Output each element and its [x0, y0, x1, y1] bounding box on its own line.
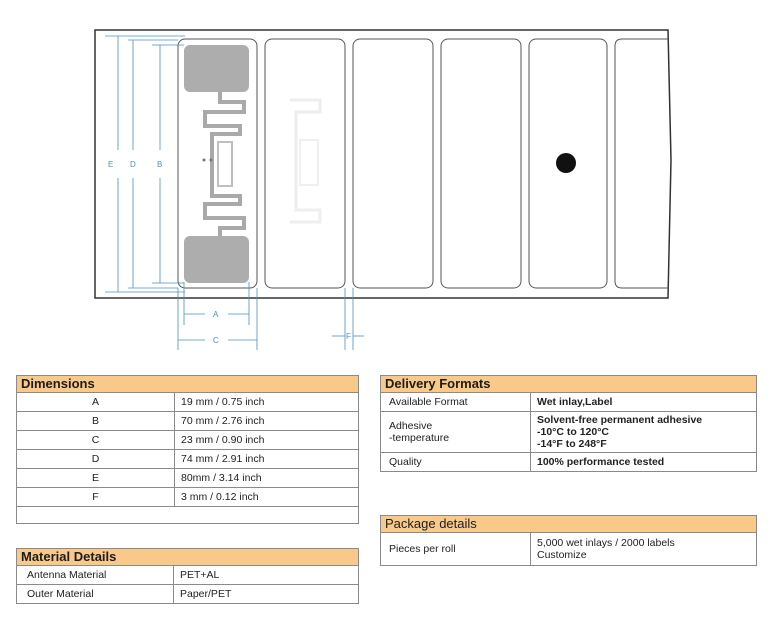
dimensions-title: Dimensions	[17, 376, 359, 393]
dim-row-label: E	[17, 469, 175, 488]
material-title: Material Details	[17, 549, 359, 566]
table-row	[17, 393, 359, 412]
dim-label-b: B	[157, 160, 163, 169]
vertical-dimension-lines	[105, 36, 185, 292]
table-row	[381, 393, 757, 412]
label-shape-4	[441, 39, 521, 288]
table-row	[17, 431, 359, 450]
table-row	[17, 566, 359, 585]
dim-row-value: 3 mm / 0.12 inch	[175, 488, 359, 507]
delivery-title: Delivery Formats	[381, 376, 757, 393]
adhesive-value-line-3: -14°F to 248°F	[537, 438, 607, 450]
black-mark-dot	[556, 153, 576, 173]
label-shape-6	[615, 39, 668, 288]
dim-row-value: 70 mm / 2.76 inch	[175, 412, 359, 431]
label-shape-3	[353, 39, 433, 288]
dim-row-label: D	[17, 450, 175, 469]
material-row-value: PET+AL	[174, 566, 359, 585]
table-row	[381, 533, 757, 566]
package-title: Package details	[381, 516, 757, 533]
dim-row-value: 23 mm / 0.90 inch	[175, 431, 359, 450]
material-details-table	[16, 548, 359, 604]
adhesive-label-line-2: -temperature	[389, 432, 450, 444]
delivery-available-value: Wet inlay,Label	[531, 393, 757, 412]
dim-label-a: A	[213, 310, 219, 319]
pieces-value-line-2: Customize	[537, 549, 587, 561]
dim-label-f: F	[346, 332, 351, 341]
dim-label-c: C	[213, 336, 219, 345]
pieces-label: Pieces per roll	[381, 533, 531, 566]
dim-label-d: D	[130, 160, 136, 169]
dim-row-value: 80mm / 3.14 inch	[175, 469, 359, 488]
material-row-label: Antenna Material	[17, 566, 174, 585]
horizontal-dimension-lines	[178, 282, 364, 350]
table-row	[17, 488, 359, 507]
table-row	[17, 585, 359, 604]
delivery-available-label: Available Format	[381, 393, 531, 412]
quality-label: Quality	[381, 453, 531, 472]
table-row	[17, 450, 359, 469]
quality-value: 100% performance tested	[531, 453, 757, 472]
table-row	[381, 453, 757, 472]
antenna-graphic	[184, 45, 249, 283]
liner-outline	[95, 30, 671, 298]
adhesive-label-line-1: Adhesive	[389, 420, 433, 432]
delivery-formats-table	[380, 375, 757, 472]
table-row-spacer	[17, 507, 359, 524]
dim-row-value: 19 mm / 0.75 inch	[175, 393, 359, 412]
dim-label-e: E	[108, 160, 114, 169]
dim-row-label: F	[17, 488, 175, 507]
dim-row-value: 74 mm / 2.91 inch	[175, 450, 359, 469]
dimensions-table	[16, 375, 359, 524]
table-row	[17, 469, 359, 488]
label-shape-2	[265, 39, 345, 288]
material-row-value: Paper/PET	[174, 585, 359, 604]
table-row	[381, 412, 757, 453]
package-details-table	[380, 515, 757, 566]
material-row-label: Outer Material	[17, 585, 174, 604]
pieces-value-line-1: 5,000 wet inlays / 2000 labels	[537, 537, 675, 549]
adhesive-value-line-2: -10°C to 120°C	[537, 426, 610, 438]
table-row	[17, 412, 359, 431]
dim-row-label: A	[17, 393, 175, 412]
dim-row-label: B	[17, 412, 175, 431]
dim-row-label: C	[17, 431, 175, 450]
adhesive-value-line-1: Solvent-free permanent adhesive	[537, 414, 703, 426]
antenna-ghost	[290, 100, 320, 222]
